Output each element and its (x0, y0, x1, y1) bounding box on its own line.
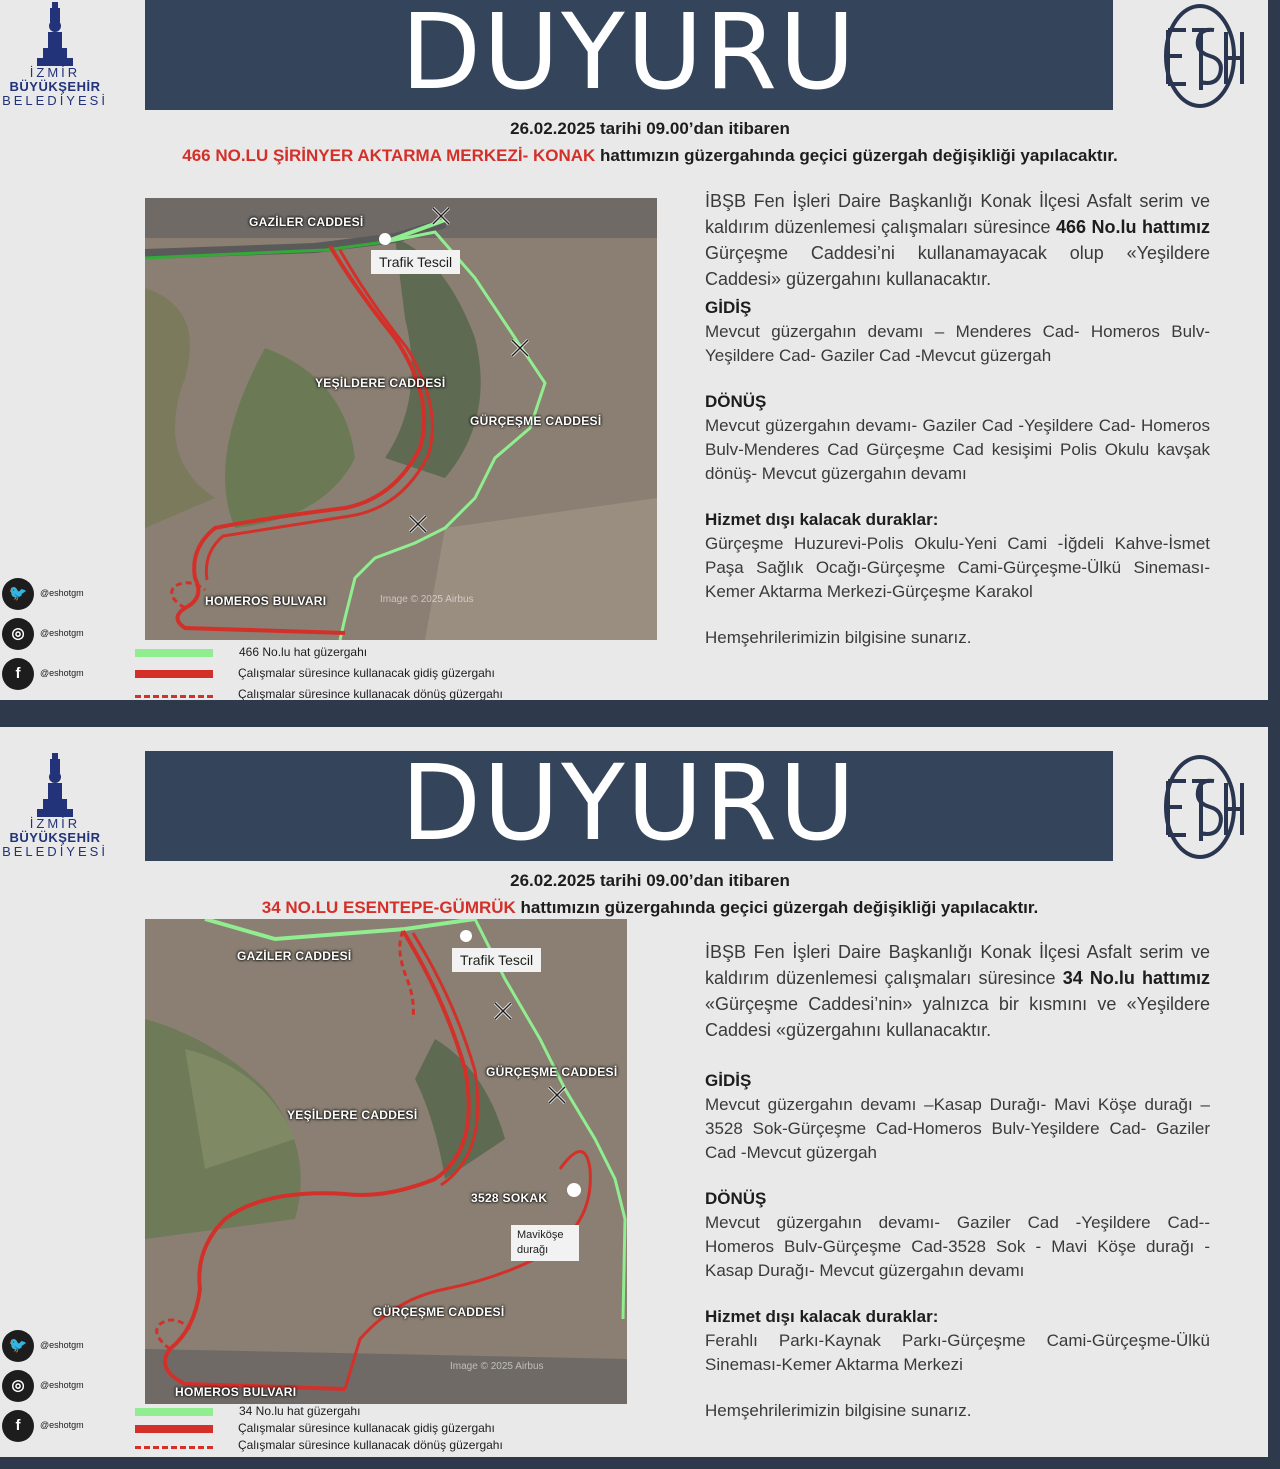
eshot-logo (1148, 0, 1248, 112)
intro-route-bold: 34 No.lu hattımız (1062, 968, 1210, 988)
intro-paragraph (705, 188, 1210, 292)
panel-divider (0, 700, 1280, 727)
intro-route-bold: 466 No.lu hattımız (1056, 217, 1210, 237)
facebook-handle[interactable]: @eshotgm (40, 1420, 84, 1430)
route-map (145, 198, 657, 640)
legend-text-line: 34 No.lu hat güzergahı (239, 1404, 361, 1418)
stops-title: Hizmet dışı kalacak duraklar: (705, 510, 939, 529)
map-label-gurcesme-top: GÜRÇEŞME CADDESİ (486, 1065, 618, 1079)
legend-swatch-green (135, 1408, 213, 1416)
ibb-logo-line-3: BELEDİYESİ (2, 844, 108, 859)
ibb-logo-line-3: BELEDİYESİ (2, 93, 108, 108)
stops-title: Hizmet dışı kalacak duraklar: (705, 1307, 939, 1326)
gidis-text: Mevcut güzergahın devamı –Kasap Durağı- Mavi Köşe durağı – 3528 Sok-Gürçeşme Cad-Homeros Bulv-Yeşildere Cad- Gaziler Cad -Mevcut güzergah (705, 1095, 1210, 1162)
izmir-clock-tower-icon (35, 753, 75, 817)
eshot-monogram-icon (1148, 0, 1248, 112)
facebook-handle[interactable]: @eshotgm (40, 668, 84, 678)
callout-mavikose: Maviköşe durağı (511, 1225, 579, 1261)
izmir-bb-logo (0, 0, 110, 112)
title-banner: DUYURU (145, 751, 1113, 861)
legend-swatch-dashed (135, 695, 213, 698)
title-banner: DUYURU (145, 0, 1113, 110)
map-label-gurcesme-bottom: GÜRÇEŞME CADDESİ (373, 1305, 505, 1319)
instagram-icon[interactable]: ◎ (2, 1370, 34, 1402)
gidis-text: Mevcut güzergahın devamı – Menderes Cad- Homeros Bulv- Yeşildere Cad- Gaziler Cad -Mevcut güzergah (705, 322, 1210, 365)
imagery-credit: Image © 2025 Airbus (380, 594, 474, 605)
stop-dot-icon (460, 930, 472, 942)
ibb-logo-line-2: BÜYÜKŞEHİR (9, 830, 101, 845)
route-headline (0, 898, 1268, 918)
date-line: 26.02.2025 tarihi 09.00’dan itibaren (510, 871, 790, 890)
route-change-text: hattımızın güzergahında geçici güzergah değişikliği yapılacaktır. (515, 898, 1039, 917)
callout-trafik-tescil: Trafik Tescil (452, 948, 541, 972)
izmir-bb-logo (0, 751, 110, 863)
gidis-title: GİDİŞ (705, 298, 752, 317)
legend-swatch-red (135, 670, 213, 678)
intro-paragraph (705, 939, 1210, 1043)
route-change-text: hattımızın güzergahında geçici güzergah değişikliği yapılacaktır. (595, 146, 1118, 165)
closing-text: Hemşehrilerimizin bilgisine sunarız. (705, 628, 972, 647)
instagram-icon[interactable]: ◎ (2, 618, 34, 650)
legend-text-outbound: Çalışmalar süresince kullanacak gidiş güzergahı (238, 666, 495, 680)
stops-text: Ferahlı Parkı-Kaynak Parkı-Gürçeşme Cami-Gürçeşme-Ülkü Sineması-Kemer Aktarma Merkezi (705, 1331, 1210, 1374)
twitter-icon[interactable]: 🐦 (2, 578, 34, 610)
announcement-text (705, 939, 1210, 1423)
legend-text-return: Çalışmalar süresince kullanacak dönüş güzergahı (238, 1438, 503, 1452)
twitter-handle[interactable]: @eshotgm (40, 1340, 84, 1350)
map-label-gaziler: GAZİLER CADDESİ (249, 215, 364, 229)
donus-title: DÖNÜŞ (705, 392, 767, 411)
announcement-panel-34 (0, 727, 1268, 1457)
intro-text-end: «Gürçeşme Caddesi’nin» yalnızca bir kısmını ve «Yeşildere Caddesi «güzergahını kullanacaktır. (705, 994, 1210, 1040)
twitter-handle[interactable]: @eshotgm (40, 588, 84, 598)
donus-text: Mevcut güzergahın devamı- Gaziler Cad -Yeşildere Cad- Homeros Bulv-Menderes Cad Gürçeşme Cad kesişimi Polis Okulu kavşak dönüş- Mevcut güzergahın devamı (705, 416, 1210, 483)
route-headline (0, 146, 1268, 166)
legend-swatch-dashed (135, 1446, 213, 1449)
intro-text: İBŞB Fen İşleri Daire Başkanlığı Konak İlçesi Asfalt serim ve kaldırım düzenlemesi çalışmaları süresince (705, 191, 1210, 237)
map-label-gurcesme: GÜRÇEŞME CADDESİ (470, 414, 602, 428)
eshot-logo (1148, 751, 1248, 863)
ibb-logo-line-2: BÜYÜKŞEHİR (9, 79, 101, 94)
facebook-icon[interactable]: f (2, 658, 34, 690)
stops-text: Gürçeşme Huzurevi-Polis Okulu-Yeni Cami -İğdeli Kahve-İsmet Paşa Sağlık Ocağı-Gürçeşme Cami-Gürçeşme-Ülkü Sineması-Kemer Aktarma Merkezi-Gürçeşme Karakol (705, 534, 1210, 601)
gidis-title: GİDİŞ (705, 1071, 752, 1090)
route-map (145, 919, 627, 1404)
instagram-handle[interactable]: @eshotgm (40, 1380, 84, 1390)
map-label-3528-sokak: 3528 SOKAK (471, 1191, 548, 1205)
legend-swatch-red (135, 1425, 213, 1433)
map-label-yesildere: YEŞİLDERE CADDESİ (315, 376, 446, 390)
intro-text: İBŞB Fen İşleri Daire Başkanlığı Konak İlçesi Asfalt serim ve kaldırım düzenlemesi çalışmaları süresince (705, 942, 1210, 988)
map-label-yesildere: YEŞİLDERE CADDESİ (287, 1108, 418, 1122)
legend-text-line: 466 No.lu hat güzergahı (239, 645, 368, 659)
map-label-homeros: HOMEROS BULVARI (175, 1385, 297, 1399)
announcement-text (705, 188, 1210, 650)
stop-dot-icon (567, 1183, 581, 1197)
closing-text: Hemşehrilerimizin bilgisine sunarız. (705, 1401, 972, 1420)
route-name: 466 NO.LU ŞİRİNYER AKTARMA MERKEZİ- KONAK (182, 146, 596, 165)
map-label-gaziler: GAZİLER CADDESİ (237, 949, 352, 963)
eshot-monogram-icon (1148, 751, 1248, 863)
izmir-clock-tower-icon (35, 2, 75, 66)
route-name: 34 NO.LU ESENTEPE-GÜMRÜK (261, 898, 516, 917)
ibb-logo-line-1: İZMİR (29, 816, 81, 831)
legend-text-return: Çalışmalar süresince kullanacak dönüş güzergahı (238, 687, 503, 700)
legend-swatch-green (135, 649, 213, 657)
date-line: 26.02.2025 tarihi 09.00’dan itibaren (510, 119, 790, 138)
donus-text: Mevcut güzergahın devamı- Gaziler Cad -Yeşildere Cad-- Homeros Bulv-Gürçeşme Cad-3528 Sok - Mavi Köşe durağı - Kasap Durağı- Mevcut güzergahın devamı (705, 1213, 1210, 1280)
announcement-panel-466 (0, 0, 1268, 700)
twitter-icon[interactable]: 🐦 (2, 1330, 34, 1362)
instagram-handle[interactable]: @eshotgm (40, 628, 84, 638)
imagery-credit: Image © 2025 Airbus (450, 1361, 544, 1372)
intro-text-end: Gürçeşme Caddesi’ni kullanamayacak olup «Yeşildere Caddesi» güzergahını kullanacaktır. (705, 243, 1210, 289)
facebook-icon[interactable]: f (2, 1410, 34, 1442)
stop-dot-icon (379, 233, 391, 245)
donus-title: DÖNÜŞ (705, 1189, 767, 1208)
legend-text-outbound: Çalışmalar süresince kullanacak gidiş güzergahı (238, 1421, 495, 1435)
callout-trafik-tescil: Trafik Tescil (371, 250, 460, 274)
map-label-homeros: HOMEROS BULVARI (205, 594, 327, 608)
ibb-logo-line-1: İZMİR (29, 65, 81, 80)
